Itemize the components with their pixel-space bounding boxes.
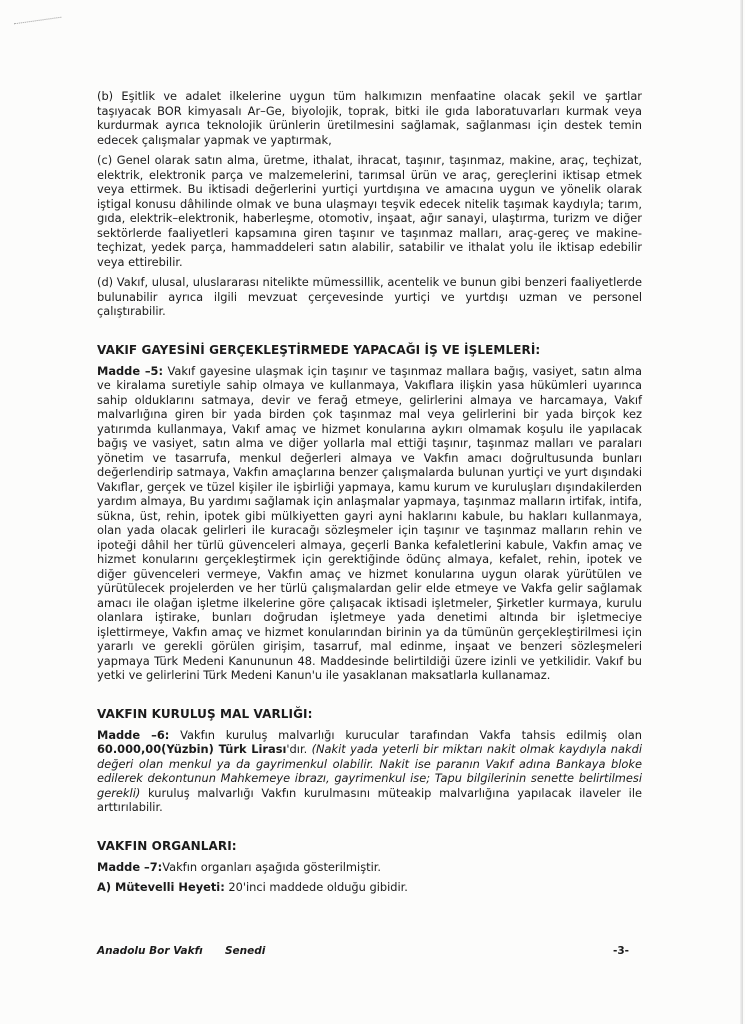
paragraph-d: (d) Vakıf, ulusal, uluslararası nitelikte mümessillik, acentelik ve bunun gibi benzeri faaliyetlerde bulunabilir ayrıca ilgili mevzuat çerçevesinde yurtiçi ve yurtdışı uzman ve personel çalıştırabilir. — [97, 275, 642, 318]
organ-item-a — [97, 880, 642, 895]
article-6-suffix: 'dır. — [286, 742, 312, 756]
section-heading-operations: VAKIF GAYESİNİ GERÇEKLEŞTİRMEDE YAPACAĞI İŞ VE İŞLEMLERİ: — [97, 342, 541, 357]
article-6-closing: kuruluş malvarlığı Vakfın kurulmasını müteakip malvarlığına yapılacak ilaveler ile arttırılabilir. — [97, 785, 642, 814]
article-7-text: Vakfın organları aşağıda gösterilmiştir. — [162, 859, 382, 874]
article-5-label: Madde –5: — [97, 363, 164, 378]
article-5 — [97, 364, 642, 683]
scan-artifact — [14, 17, 63, 31]
organ-item-a-text: 20'inci maddede olduğu gibidir. — [224, 880, 408, 894]
section-heading-organs: VAKFIN ORGANLARI: — [97, 838, 237, 853]
page-footer — [97, 945, 629, 961]
article-7 — [97, 860, 642, 875]
page-number: -3- — [612, 945, 629, 957]
paragraph-c: (c) Genel olarak satın alma, üretme, ithalat, ihracat, taşınır, taşınmaz, makine, araç, teçhizat, elektrik, elektronik parça ve malzemelerini, tarımsal ürün ve araç, gereçlerini iktisap etmek veya ettirmek. Bu iktisadi değerlerini yurtiçi yurtdışına ve amacına uygun ve yönelik olarak iştigal konusu dâhilinde olmak ve buna ulaşmayı teşvik edecek nitelik taşımak kaydıyla; tarım, gıda, elektrik–elektronik, haberleşme, otomotiv, inşaat, ağır sanayi, ulaştırma, turizm ve diğer sektörlerde faaliyetleri kapsamına giren taşınır ve taşınmaz malları, araç-gereç ve makine-teçhizat, yedek parça, hammaddeleri satın alabilir, satabilir ve ithalat yolu ile iktisap edebilir veya ettirebilir. — [97, 153, 642, 269]
organ-item-a-label: A) Mütevelli Heyeti: — [97, 880, 225, 894]
article-5-text: Vakıf gayesine ulaşmak için taşınır ve taşınmaz mallara bağış, vasiyet, satın alma ve kiralama suretiyle sahip olmaya ve kullanmaya, Vakıflara ilişkin yasa hükümleri uyarınca sahip olduklarını satmaya, devir ve ferağ etmeye, gelirlerini almaya ve harcamaya, Vakıf malvarlığına giren bir yada birden çok taşınmaz mal veya gelirlerini bir yada birçok kez yatırımda kullanmaya, Vakıf amaç ve hizmet konularına aykırı olmamak koşulu ile yapılacak bağış ve vasiyet, satın alma ve diğer yollarla mal ettiği taşınır, taşınmaz malları ve paraları yönetim ve tasarrufa, menkul değerleri almaya ve Vakfın amacı doğrultusunda bunları değerlendirip satmaya, Vakfın amaçlarına benzer çalışmalarda bulunan yurtiçi ve yurt dışındaki Vakıflar, gerçek ve tüzel kişiler ile işbirliği yapmaya, kamu kurum ve kuruluşları dışındakilerden yardım almaya, Bu yardımı sağlamak için anlaşmalar yapmaya, taşınmaz malların irtifak, intifa, sükna, üst, rehin, ipotek gibi mülkiyetten gayri ayni haklarını kabule, bu hakları kullanmaya, olan yada olacak gelirleri ile kuracağı sözleşmeler için taşınır ve taşınmaz malların rehin ve ipoteği dâhil her türlü güvenceleri almaya, geçerli Banka kefaletlerini kabule, Vakfın amaç ve hizmet konularını gerçekleştirmek için gerektiğinde ödünç almaya, kefalet, rehin, ipotek ve diğer güvenceleri vermeye, Vakfın amaç ve hizmet konularına uygun olarak yürütülen ve yürütülecek projelerden ve her türlü çalışmalardan gelir elde etmeye ve Vakfa gelir sağlamak amacı ile olağan işletme ilkelerine göre çalışacak iktisadi işletmeler, Şirketler kurmaya, kurulu olanlara iştirake, bunları doğrudan işletmeye yada denetimi altında bir işletmeciye işlettirmeye, Vakfın amaç ve hizmet konularından birinin ya da tümünün gerçekleştirilmesi için yararlı ve gerekli görülen girişim, tasarruf, mal edinme, inşaat ve benzeri sözleşmeleri yapmaya Türk Medeni Kanununun 48. Maddesinde belirtildiği üzere izinli ve yetkilidir. Vakıf bu yetki ve gelirlerini Türk Medeni Kanun'u ile yasaklanan maksatlarla kullanamaz. — [97, 363, 642, 682]
footer-document-type: Senedi — [225, 945, 266, 957]
article-6 — [97, 728, 642, 815]
paragraph-b: (b) Eşitlik ve adalet ilkelerine uygun tüm halkımızın menfaatine olacak şekil ve şartlar taşıyacak BOR kimyasalı Ar–Ge, biyolojik, toprak, bitki ile gıda laboratuvarları kurmak veya kurdurmak ayrıca teknolojik ürünlerin üretilmesini sağlamak, sağlanması için destek temin edecek çalışmalar yapmak ve yaptırmak, — [97, 89, 642, 147]
section-heading-assets: VAKFIN KURULUŞ MAL VARLIĞI: — [97, 706, 313, 721]
page-edge-shadow — [740, 0, 743, 1024]
article-6-text: Vakfın kuruluş malvarlığı kurucular tarafından Vakfa tahsis edilmiş olan — [169, 727, 642, 742]
document-body — [97, 89, 642, 895]
article-6-note: (Nakit yada yeterli bir miktarı nakit olmak kaydıyla nakdi değeri olan menkul ya da gayrimenkul olabilir. Nakit ise paranın Vakıf adına Bankaya bloke edilerek dekontunun Mahkemeye ibrazı, gayrimenkul ise; Tapu bilgilerinin senette belirtilmesi gerekli) — [97, 742, 642, 800]
article-6-label: Madde –6: — [97, 727, 170, 742]
article-7-label: Madde –7: — [97, 859, 163, 874]
footer-foundation-name: Anadolu Bor Vakfı — [97, 945, 203, 957]
article-6-amount: 60.000,00(Yüzbin) Türk Lirası — [97, 742, 287, 756]
